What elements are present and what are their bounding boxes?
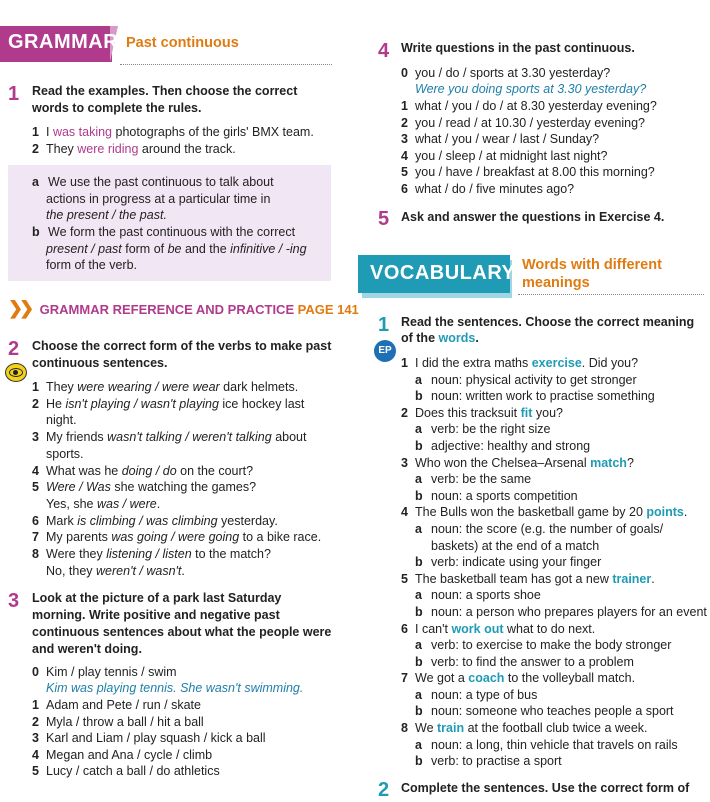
verb-choice: wasn't talking / weren't talking	[107, 430, 272, 445]
verb-choice: is climbing / was climbing	[77, 513, 218, 528]
vocab-option-a-cont: baskets) at the end of a match	[431, 538, 600, 553]
exercise-4-item: 3 what / you / wear / last / Sunday?	[401, 132, 600, 146]
verb-choice: isn't playing / wasn't playing	[65, 396, 219, 411]
vocab-item	[401, 621, 707, 671]
grammar-reference-page: PAGE 141	[297, 302, 359, 317]
verb-choice: was going / were going	[111, 530, 240, 545]
exercise-2-number: 2	[8, 338, 20, 360]
vocab-exercise-1-instruction: Read the sentences. Choose the correct meaning of the words.	[401, 315, 695, 345]
exercise-5-instruction: Ask and answer the questions in Exercise 4.	[401, 210, 665, 224]
example-2: 2 They were riding around the track.	[32, 142, 236, 156]
vocab-option-a: a verb: to exercise to make the body stronger	[415, 638, 672, 653]
vocab-option-a: a verb: be the same	[415, 472, 532, 487]
vocab-word: exercise	[531, 356, 582, 370]
exercise-3-item: 3 Karl and Liam / play squash / kick a ball	[32, 731, 266, 745]
exercise-3-number: 3	[8, 590, 20, 612]
verb-choice: weren't / wasn't	[96, 563, 182, 578]
vocab-sentence: 1 I did the extra maths exercise. Did you?	[401, 356, 639, 370]
exercise-4-item: 2 you / read / at 10.30 / yesterday evening?	[401, 115, 646, 130]
vocabulary-header-divider	[518, 294, 704, 295]
vocab-option-b: b verb: indicate using your finger	[415, 555, 602, 570]
example-1: 1 I was taking photographs of the girls' BMX team.	[32, 125, 314, 139]
vocab-word: match	[590, 455, 627, 470]
exercise-1-instruction: Read the examples. Then choose the correct words to complete the rules.	[32, 84, 298, 115]
ep-badge: EP	[374, 340, 396, 362]
grammar-reference[interactable]	[8, 298, 359, 319]
exercise-2-item: 5 Were / Was she watching the games?	[32, 480, 257, 495]
vocab-item	[401, 504, 707, 570]
exercise-3-list	[32, 697, 266, 780]
vocabulary-subtitle: Words with different meanings	[522, 257, 662, 291]
exercise-1-number: 1	[8, 83, 20, 105]
eye-icon	[5, 363, 27, 382]
vocab-sentence: 2 Does this tracksuit fit you?	[401, 405, 563, 420]
vocab-item	[401, 355, 707, 405]
vocab-word: trainer	[612, 571, 652, 586]
exercise-2-item: 4 What was he doing / do on the court?	[32, 463, 254, 478]
vocab-option-b: b noun: written work to practise something	[415, 389, 655, 404]
exercise-2-item: 6 Mark is climbing / was climbing yesterday.	[32, 513, 278, 528]
exercise-4-item: 6 what / do / five minutes ago?	[401, 181, 575, 196]
vocab-word: fit	[520, 405, 533, 420]
vocab-sentence: 6 I can't work out what to do next.	[401, 621, 596, 636]
grammar-header-divider	[120, 64, 332, 65]
grammar-subtitle: Past continuous	[126, 35, 239, 51]
exercise-3-item: 1 Adam and Pete / run / skate	[32, 698, 201, 712]
vocab-list	[401, 355, 707, 770]
vocab-option-a: a noun: the score (e.g. the number of goals/	[415, 521, 664, 536]
exercise-5-number: 5	[378, 208, 390, 230]
vocab-word: train	[437, 721, 465, 736]
vocabulary-header	[358, 252, 710, 300]
exercise-4-example: 0 you / do / sports at 3.30 yesterday? Were you doing sports at 3.30 yesterday?	[401, 66, 647, 96]
exercise-2-item: 3 My friends wasn't talking / weren't talking about	[32, 430, 307, 445]
vocab-option-a: a noun: a long, thin vehicle that travels on rails	[415, 737, 678, 752]
vocab-option-a: a noun: physical activity to get stronger	[415, 372, 637, 387]
exercise-3-item: 5 Lucy / catch a ball / do athletics	[32, 764, 220, 778]
vocab-item	[401, 405, 707, 455]
vocab-option-b: b noun: someone who teaches people a sport	[415, 704, 674, 719]
grammar-reference-text: GRAMMAR REFERENCE AND PRACTICE	[39, 302, 295, 317]
exercise-2-item: No, they weren't / wasn't.	[46, 563, 185, 578]
double-chevron-icon: ❯❯	[8, 298, 31, 318]
exercise-3-item: 4 Megan and Ana / cycle / climb	[32, 747, 213, 762]
exercise-3-example: 0 Kim / play tennis / swim Kim was playing tennis. She wasn't swimming.	[32, 665, 304, 695]
verb-choice: was / were	[96, 496, 157, 511]
vocab-option-b: b noun: a person who prepares players for an event	[415, 604, 707, 619]
vocab-sentence: 3 Who won the Chelsea–Arsenal match?	[401, 455, 634, 470]
vocab-item	[401, 670, 707, 720]
grammar-badge-text: GRAMMAR	[8, 31, 119, 53]
vocab-option-a: a noun: a sports shoe	[415, 588, 541, 603]
vocab-item	[401, 720, 707, 770]
exercise-4-number: 4	[378, 40, 390, 62]
exercise-2-item: 8 Were they listening / listen to the match?	[32, 547, 271, 562]
vocab-option-b: b verb: to practise a sport	[415, 754, 562, 769]
exercise-4-instruction: Write questions in the past continuous.	[401, 41, 635, 55]
exercise-4-item: 5 you / have / breakfast at 8.00 this morning?	[401, 165, 655, 179]
vocab-sentence: 5 The basketball team has got a new trainer.	[401, 571, 655, 586]
vocab-sentence: 7 We got a coach to the volleyball match.	[401, 671, 636, 686]
vocab-option-b: b adjective: healthy and strong	[415, 438, 591, 453]
exercise-2-item: 7 My parents was going / were going to a bike race.	[32, 530, 322, 545]
exercise-2-item: 2 He isn't playing / wasn't playing ice hockey last	[32, 396, 305, 411]
exercise-2-item: Yes, she was / were.	[46, 496, 161, 511]
vocab-sentence: 8 We train at the football club twice a week.	[401, 721, 648, 736]
vocab-exercise-1-number: 1	[378, 314, 390, 336]
exercise-3-instruction: Look at the picture of a park last Saturday morning. Write positive and negative past continuous sentences about what the people were and weren't doing.	[32, 591, 332, 656]
exercise-4-item: 1 what / you / do / at 8.30 yesterday evening?	[401, 99, 657, 113]
exercise-2-item: 1 They were wearing / were wear dark helmets.	[32, 380, 299, 394]
exercise-2-item: sports.	[46, 446, 84, 461]
vocab-sentence: 4 The Bulls won the basketball game by 20 points.	[401, 505, 688, 520]
vocab-word: work out	[451, 621, 504, 636]
vocab-exercise-2-instruction: Complete the sentences. Use the correct form of	[401, 781, 690, 795]
exercise-2-item: night.	[46, 413, 77, 428]
rule-b: b We form the past continuous with the correct present / past form of be and the infinitive / -ing form of the verb.	[32, 225, 307, 272]
vocab-option-a: a verb: be the right size	[415, 422, 551, 437]
exercise-3-item: 2 Myla / throw a ball / hit a ball	[32, 714, 204, 729]
verb-choice: were wearing / were wear	[77, 380, 220, 394]
vocabulary-badge-text: VOCABULARY	[370, 262, 516, 284]
verb-choice: listening / listen	[106, 547, 192, 562]
exercise-4-item: 4 you / sleep / at midnight last night?	[401, 148, 608, 163]
vocab-option-a: a noun: a type of bus	[415, 687, 538, 702]
exercise-4-list	[401, 98, 657, 197]
verb-choice: doing / do	[121, 463, 177, 478]
vocab-option-b: b noun: a sports competition	[415, 488, 578, 503]
rule-a: a We use the past continuous to talk about actions in progress at a particular time in the present / the past.	[32, 175, 274, 222]
verb-choice: Were / Was	[46, 480, 111, 495]
exercise-2-list	[32, 379, 321, 579]
vocab-item	[401, 455, 707, 505]
vocab-item	[401, 571, 707, 621]
vocab-exercise-2-number: 2	[378, 779, 390, 801]
grammar-header	[0, 22, 340, 66]
vocab-word: points	[646, 505, 684, 520]
exercise-2-instruction: Choose the correct form of the verbs to make past continuous sentences.	[32, 339, 332, 370]
vocab-option-b: b verb: to find the answer to a problem	[415, 654, 634, 669]
vocab-word: coach	[468, 671, 505, 686]
